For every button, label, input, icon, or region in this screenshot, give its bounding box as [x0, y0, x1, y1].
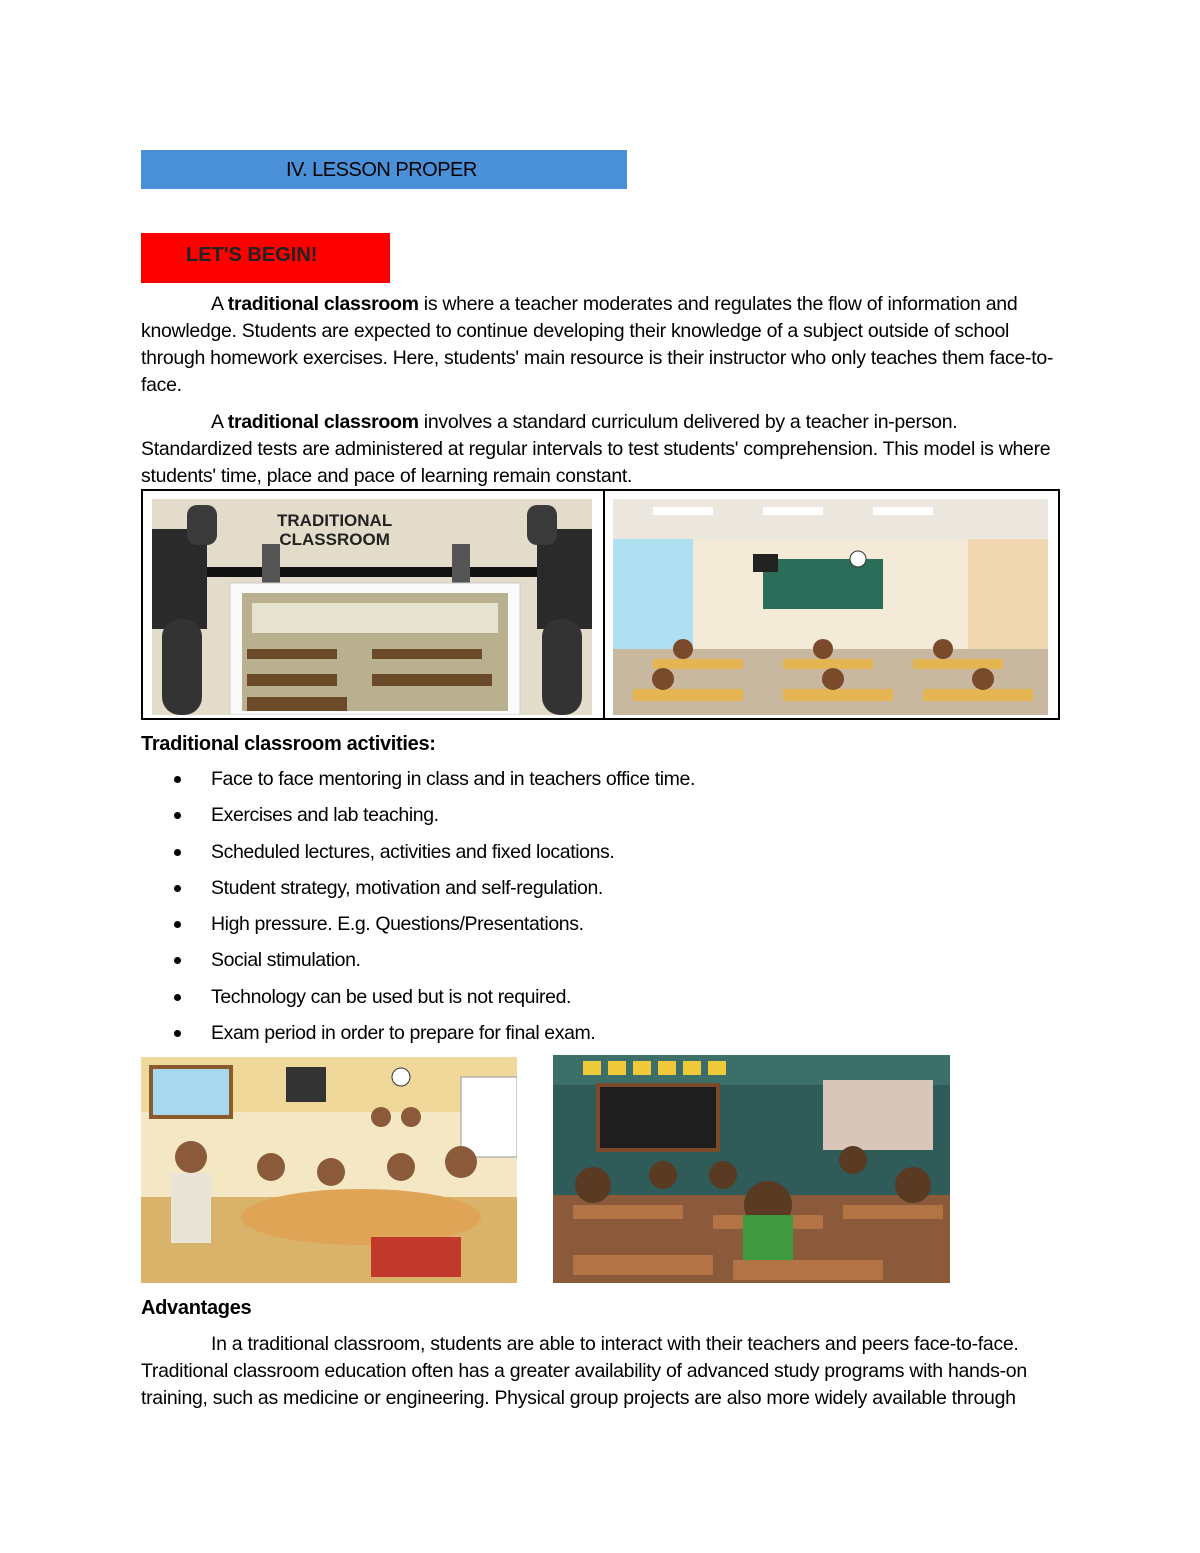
cartoon-classroom-image — [613, 499, 1048, 715]
list-item-text: Exam period in order to prepare for final exam. — [211, 1022, 596, 1045]
advantages-heading: Advantages — [141, 1297, 252, 1319]
lets-begin-label: LET'S BEGIN! — [186, 244, 318, 266]
paragraph-2-lead: A — [211, 411, 228, 433]
list-item-text: Scheduled lectures, activities and fixed locations. — [211, 840, 615, 863]
classroom-images-table — [141, 489, 1060, 720]
paragraph-2-term: traditional classroom — [227, 411, 419, 433]
bullet-icon — [174, 1030, 181, 1037]
bullet-icon — [174, 849, 181, 856]
bullet-icon — [174, 812, 181, 819]
traditional-classroom-sign-image — [152, 499, 592, 715]
list-item-text: Technology can be used but is not required. — [211, 985, 572, 1008]
bullet-icon — [174, 957, 181, 964]
list-item-text: High pressure. E.g. Questions/Presentations. — [211, 913, 584, 936]
section-banner — [141, 150, 627, 189]
sign-text — [277, 511, 392, 549]
list-item-text: Face to face mentoring in class and in teachers office time. — [211, 768, 695, 790]
bullet-icon — [174, 994, 181, 1001]
sign-text-line-2: CLASSROOM — [279, 530, 390, 549]
advantages-text: In a traditional classroom, students are able to interact with their teachers and peers face-to-face. Traditional classroom education often has a greater availability of advanced study programs with hands-on training, such as medicine or engineering. Physical group projects are also more widely available through — [141, 1333, 1027, 1409]
classroom-illustration — [613, 499, 1048, 715]
art-class-illustration — [141, 1057, 517, 1283]
bullet-icon — [174, 776, 181, 783]
paragraph-1-lead: A — [211, 293, 228, 315]
lets-begin-banner — [141, 233, 390, 283]
students-writing-image — [553, 1055, 950, 1283]
paragraph-2 — [141, 409, 1061, 490]
list-item-text: Social stimulation. — [211, 949, 361, 972]
paragraph-1-text: is where a teacher moderates and regulates the flow of information and knowledge. Students are expected to continue developing their knowledge of a subject outside of school through homework exercises. Here, students' main resource is their instructor who only teaches them face-to-face. — [141, 293, 1054, 396]
paragraph-1-term: traditional classroom — [227, 293, 419, 315]
paragraph-1 — [141, 291, 1061, 399]
paragraph-2-text: involves a standard curriculum delivered by a teacher in-person. Standardized tests are administered at regular intervals to test students' comprehension. This model is where students' time, place and pace of learning remain constant. — [141, 411, 1051, 487]
section-title: IV. LESSON PROPER — [286, 159, 477, 181]
bullet-icon — [174, 921, 181, 928]
advantages-paragraph — [141, 1331, 1056, 1412]
students-writing-illustration — [553, 1055, 950, 1283]
activities-heading: Traditional classroom activities: — [141, 733, 436, 755]
list-item-text: Student strategy, motivation and self-regulation. — [211, 876, 603, 899]
art-class-image — [141, 1057, 517, 1283]
bullet-icon — [174, 885, 181, 892]
table-divider — [603, 491, 605, 718]
list-item-text: Exercises and lab teaching. — [211, 804, 439, 827]
sign-text-line-1: TRADITIONAL — [277, 511, 393, 530]
